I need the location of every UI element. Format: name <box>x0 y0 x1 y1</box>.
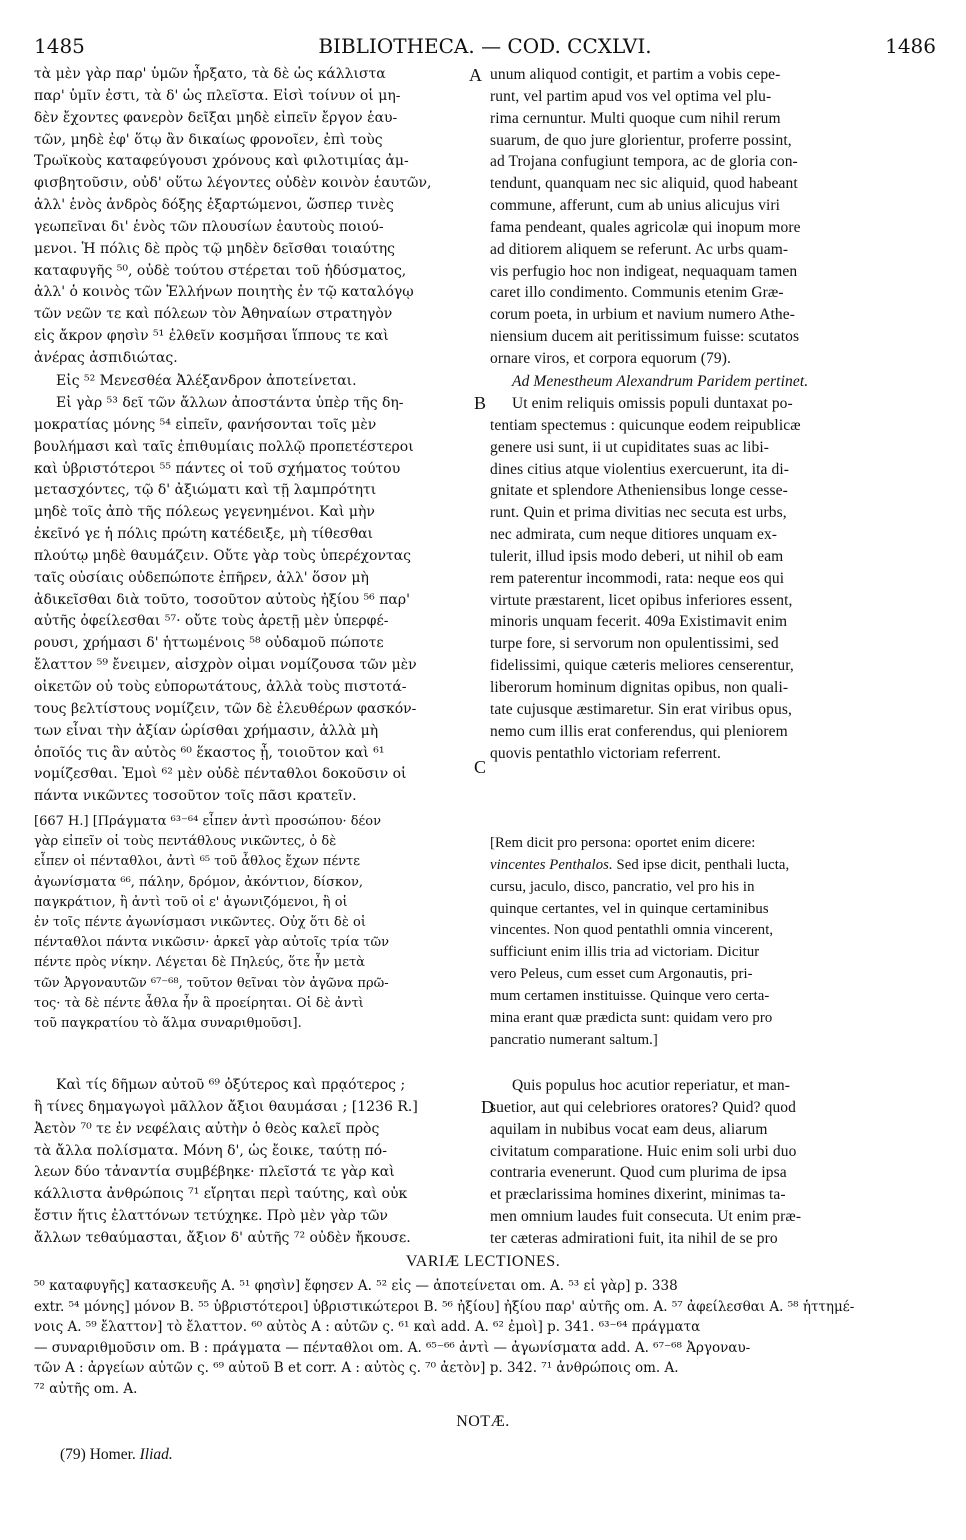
running-title: BIBLIOTHECA. — COD. CCXLVI. <box>318 34 652 58</box>
greek-text-block-4: Καὶ τίς δῆμων αὐτοῦ ⁶⁹ ὀξύτερος καὶ πρᾳότερος ; ἢ τίνες δημαγωγοὶ μᾶλλον ἄξιοι θαυμάσαι ; [1236 R.] Ἀετὸν ⁷⁰ τε ἐν νεφέλαις αὐτὴν ὁ θεὸς καλεῖ πρὸς τὰ ἄλλα πολίσματα. Μόνη δ', ὡς ἔοικε, ταύτῃ πό- λεων δύο τἀναντία συμβέβηκε· πλεῖστά τε γὰρ καὶ κάλλιστα ἀνθρώποις ⁷¹ εἴρηται περὶ ταύτης, καὶ οὐκ ἔστιν ἥτις ἐλαττόνων τετύχηκε. Πρὸ μὲν γὰρ τῶν ἄλλων τεθαύμασται, ἄξιον δ' αὐτῆς ⁷² οὐδὲν ἤκουσε. <box>34 1077 418 1246</box>
nota-79 <box>60 1446 173 1464</box>
margin-marker-b: B <box>474 393 487 413</box>
greek-text-block-2: Εἰ γὰρ ⁵³ δεῖ τῶν ἄλλων ἀποστάντα ὑπὲρ τῆς δη- μοκρατίας μόνης ⁵⁴ εἰπεῖν, φανήσονται τοῖς μὲν βουλήμασι καὶ ταῖς ἐπιθυμίαις πολλῷ προπετέστεροι καὶ ὑβριστότεροι ⁵⁵ πάντες οἱ τοῦ σχήματος τούτου μετασχόντες, τῷ δ' ἀξιώματι καὶ τῇ λαμπρότητι μηδὲ τοῖς ἀπὸ τῆς πόλεως γεγενημένοι. Καὶ μὴν ἐκεῖνό γε ἡ πόλις πρώτη κατέδειξε, μὴ τίθεσθαι πλούτῳ μηδὲ θαυμάζειν. Οὔτε γὰρ τοὺς ὑπερέχοντας ταῖς οὐσίαις οὐδεπώποτε ἐπῆρεν, ἀλλ' ὅσον μὴ ἀδικεῖσθαι διὰ τοῦτο, τοσοῦτον αὐτοὺς ἠξίου ⁵⁶ παρ' αὐτῆς ὀφείλεσθαι ⁵⁷· οὔτε τοὺς ἀρετῇ μὲν ὑπερφέ- ρουσι, χρήμασι δ' ἡττωμένοις ⁵⁸ οὐδαμοῦ πώποτε ἔλαττον ⁵⁹ ἔνειμεν, αἰσχρὸν οἰμαι νομίζουσα τῶν μὲν οἰκετῶν οὐ τοὺς εὐπορωτάτους, ἀλλὰ τοὺς πιστοτά- τους βελτίστους νομίζειν, τῶν δὲ ἐλευθέρων φασκόν- των εἶναι τὴν ἀξίαν ὡρίσθαι χρήμασιν, ἀλλὰ μὴ ὁποῖός τις ἂν αὐτὸς ⁶⁰ ἕκαστος ᾖ, τοιοῦτον καὶ ⁶¹ νομίζεσθαι. Ἐμοὶ ⁶² μὲν οὐδὲ πένταθλοι δοκοῦσιν οἱ πάντα νικῶντες τοσοῦτον τοῖς πᾶσι κρατεῖν. <box>34 395 417 805</box>
margin-marker-a: A <box>469 65 482 85</box>
greek-text-block-3: [667 H.] [Πράγματα ⁶³⁻⁶⁴ εἶπεν ἀντὶ προσώπου· δέον γὰρ εἰπεῖν οἱ τοὺς πεντάθλους νικῶντες, ὁ δὲ εἶπεν οἱ πένταθλοι, ἀντὶ ⁶⁵ τοῦ ἆθλος ἔχων πέντε ἀγωνίσματα ⁶⁶, πάλην, δρόμον, ἀκόντιον, δίσκον, παγκράτιον, ἢ ἀντὶ τοῦ οἱ ε' ἀγωνιζόμενοι, ἢ οἱ ἐν τοῖς πέντε ἀγωνίσμασι νικῶντες. Οὐχ ὅτι δὲ οἱ πένταθλοι πάντα νικῶσιν· ἀρκεῖ γὰρ αὐτοῖς τρία τῶν πέντε πρὸς νίκην. Λέγεται δὲ Πηλεύς, ὅτε ἦν μετὰ τῶν Ἀργοναυτῶν ⁶⁷⁻⁶⁸, τοῦτον θεῖναι τὸν ἀγῶνα πρῶ- τος· τὰ δὲ πέντε ἆθλα ἦν ἃ προείρηται. Οἱ δὲ ἀντὶ τοῦ παγκρατίου τὸ ἅλμα συναριθμοῦσι]. <box>34 814 390 1032</box>
page-number-right: 1486 <box>885 34 936 58</box>
latin-italic-line: Ad Menestheum Alexandrum Paridem pertinet. <box>512 373 809 390</box>
variae-lectiones-title: VARIÆ LECTIONES. <box>405 1253 561 1270</box>
latin-bracket-italic: vincentes Penthalos. <box>490 856 613 873</box>
latin-text-block-2: Ut enim reliquis omissis populi duntaxat po- tentiam spectemus : quicunque eodem reipublicæ genere usi sunt, ii ut cupiditates suas ac libi- dines citius atque violentius exercuerunt, ita di- gnitate et splendore Atheniensibus longe cesse- runt. Quin et prima divitias nec secuta est urbs, nec admirata, cum neque ditiores unquam ex- tulerit, illud ipsis modo deberi, ut nihil ob eam rem paterentur incommodi, rata: neque eos qui virtute præstarent, licet opibus inferiores essent, minoris unquam fecerit. 409a Existimavit enim turpe fore, si servorum non opulentissimi, sed fidelissimi, quique cæteris meliores censerentur, liberorum hominum dignitas opibus, non quali- tate cujusque æstimaretur. Sin erat viribus opus, nemo cum illis erat conferendus, qui pleniorem quovis pentathlo victoriam referrent. <box>490 395 801 762</box>
nota-79-prefix: (79) Homer. <box>60 1446 136 1463</box>
margin-marker-c: C <box>474 757 487 777</box>
greek-text-block-1: τὰ μὲν γὰρ παρ' ὑμῶν ἦρξατο, τὰ δὲ ὡς κάλλιστα παρ' ὑμῖν ἐστι, τὰ δ' ὡς πλεῖστα. Εἰσὶ τοίνυν οἱ μη- δὲν ἔχοντες φανερὸν δεῖξαι μηδὲ εἰπεῖν ἔργον ἑαυ- τῶν, μηδὲ ἐφ' ὅτῳ ἂν δικαίως φρονοῖεν, ἐπὶ τοὺς Τρωϊκοὺς καταφεύγουσι χρόνους καὶ φιλοτιμίας ἀμ- φισβητοῦσιν, οὐδ' οὕτω λέγοντες οὐδὲν κοινὸν ἑαυτῶν, ἀλλ' ἑνὸς ἀνδρὸς δόξης ἐξαρτώμενοι, ὥσπερ τινὲς γεωπεῖναι δι' ἑνὸς τῶν πλουσίων ἑαυτοὺς ποιού- μενοι. Ἡ πόλις δὲ πρὸς τῷ μηδὲν δεῖσθαι τοιαύτης καταφυγῆς ⁵⁰, οὐδὲ τούτου στέρεται τοῦ ἡδύσματος, ἀλλ' ὁ κοινὸς τῶν Ἑλλήνων ποιητὴς ἐν τῷ καταλόγῳ τῶν νεῶν τε καὶ πόλεων τὸν Ἀθηναίων στρατηγὸν εἰς ἄκρον φησὶν ⁵¹ ἐλθεῖν κοσμῆσαι ἵππους τε καὶ ἀνέρας ἀσπιδιώτας. <box>34 66 432 366</box>
latin-bracket-lead: [Rem dicit pro persona: oportet enim dicere: <box>490 835 756 851</box>
latin-text-block-4: Quis populus hoc acutior reperiatur, et man- suetior, aut qui celebriores oratores? Quid? quod aquilam in nubibus vocat eam deus, aliarum civitatum comparatione. Huic enim soli urbi duo contraria evenerunt. Quod cum plurima de ipsa et præclarissima homines dixerint, minimas ta- men omnium laudes fuit consecuta. Ut enim præ- ter cæteras admirationi fuit, ita nihil de se pro <box>490 1077 802 1247</box>
page-number-left: 1485 <box>34 34 85 58</box>
greek-indent-line: Εἰς ⁵² Μενεσθέα Ἀλέξανδρον ἀποτείνεται. <box>56 373 357 389</box>
variae-lectiones-text: ⁵⁰ καταφυγῆς] κατασκευῆς A. ⁵¹ φησὶν] ἔφησεν A. ⁵² εἰς — ἀποτείνεται om. A. ⁵³ εἰ γὰρ] p. 338 extr. ⁵⁴ μόνης] μόνον B. ⁵⁵ ὑβριστότεροι] ὑβριστικώτεροι B. ⁵⁶ ἠξίου] ἠξίου παρ' αὐτῆς om. A. ⁵⁷ ἀφείλεσθαι A. ⁵⁸ ἡττημέ- νοις A. ⁵⁹ ἔλαττον] τὸ ἔλαττον. ⁶⁰ αὐτὸς A : αὐτῶν ς. ⁶¹ καὶ add. A. ⁶² ἐμοὶ] p. 341. ⁶³⁻⁶⁴ πράγματα — συναριθμοῦσιν om. B : πράγματα — πένταθλοι om. A. ⁶⁵⁻⁶⁶ ἀντὶ — ἀγωνίσματα add. A. ⁶⁷⁻⁶⁸ Ἀργοναυ- τῶν A : ἀργείων αὐτῶν ς. ⁶⁹ αὐτοῦ B et corr. A : αὐτὸς ς. ⁷⁰ ἀετὸν] p. 342. ⁷¹ ἀνθρώποις om. A. ⁷² αὐτῆς om. A. <box>34 1278 855 1397</box>
nota-79-italic: Iliad. <box>139 1446 173 1463</box>
margin-marker-d: D <box>481 1097 494 1117</box>
latin-text-block-3 <box>490 833 922 1051</box>
latin-bracket-body: Sed ipse dicit, penthali lucta, cursu, jaculo, disco, pancratio, vel pro his in quinque certantes, vel in quinque certaminibus vincentes. Non quod pentathli omnia vincerent, sufficiunt enim illis tria ad victoriam. Dicitur vero Peleus, cum esset cum Argonautis, pri- mum certamen instituisse. Quinque vero certa- mina erant quæ prædicta sunt: quidam vero pro pancratio numerant saltum.] <box>490 856 790 1048</box>
running-header <box>34 34 936 60</box>
latin-text-block-1: unum aliquod contigit, et partim a vobis cepe- runt, vel partim apud vos vel optima vel plu- rima cernuntur. Multi quoque cum nihil rerum suarum, de quo jure glorientur, proferre possint, ad Trojana confugiunt tempora, ac de gloria con- tendunt, quanquam nec sic aliquid, quod habeant commune, afferunt, cum ab unius alicujus viri fama pendeant, quales agricolæ qui inopum more ad ditiorem aliquem se referunt. Ac urbs quam- vis perfugio hoc non indigeat, nequaquam tamen caret illo condimento. Communis etenim Græ- corum poeta, in urbium et navium numero Athe- niensium ducem ait peritissimum fuisse: scutatos ornare viros, et corpora equorum (79). <box>490 66 801 367</box>
notae-title: NOTÆ. <box>456 1413 510 1430</box>
